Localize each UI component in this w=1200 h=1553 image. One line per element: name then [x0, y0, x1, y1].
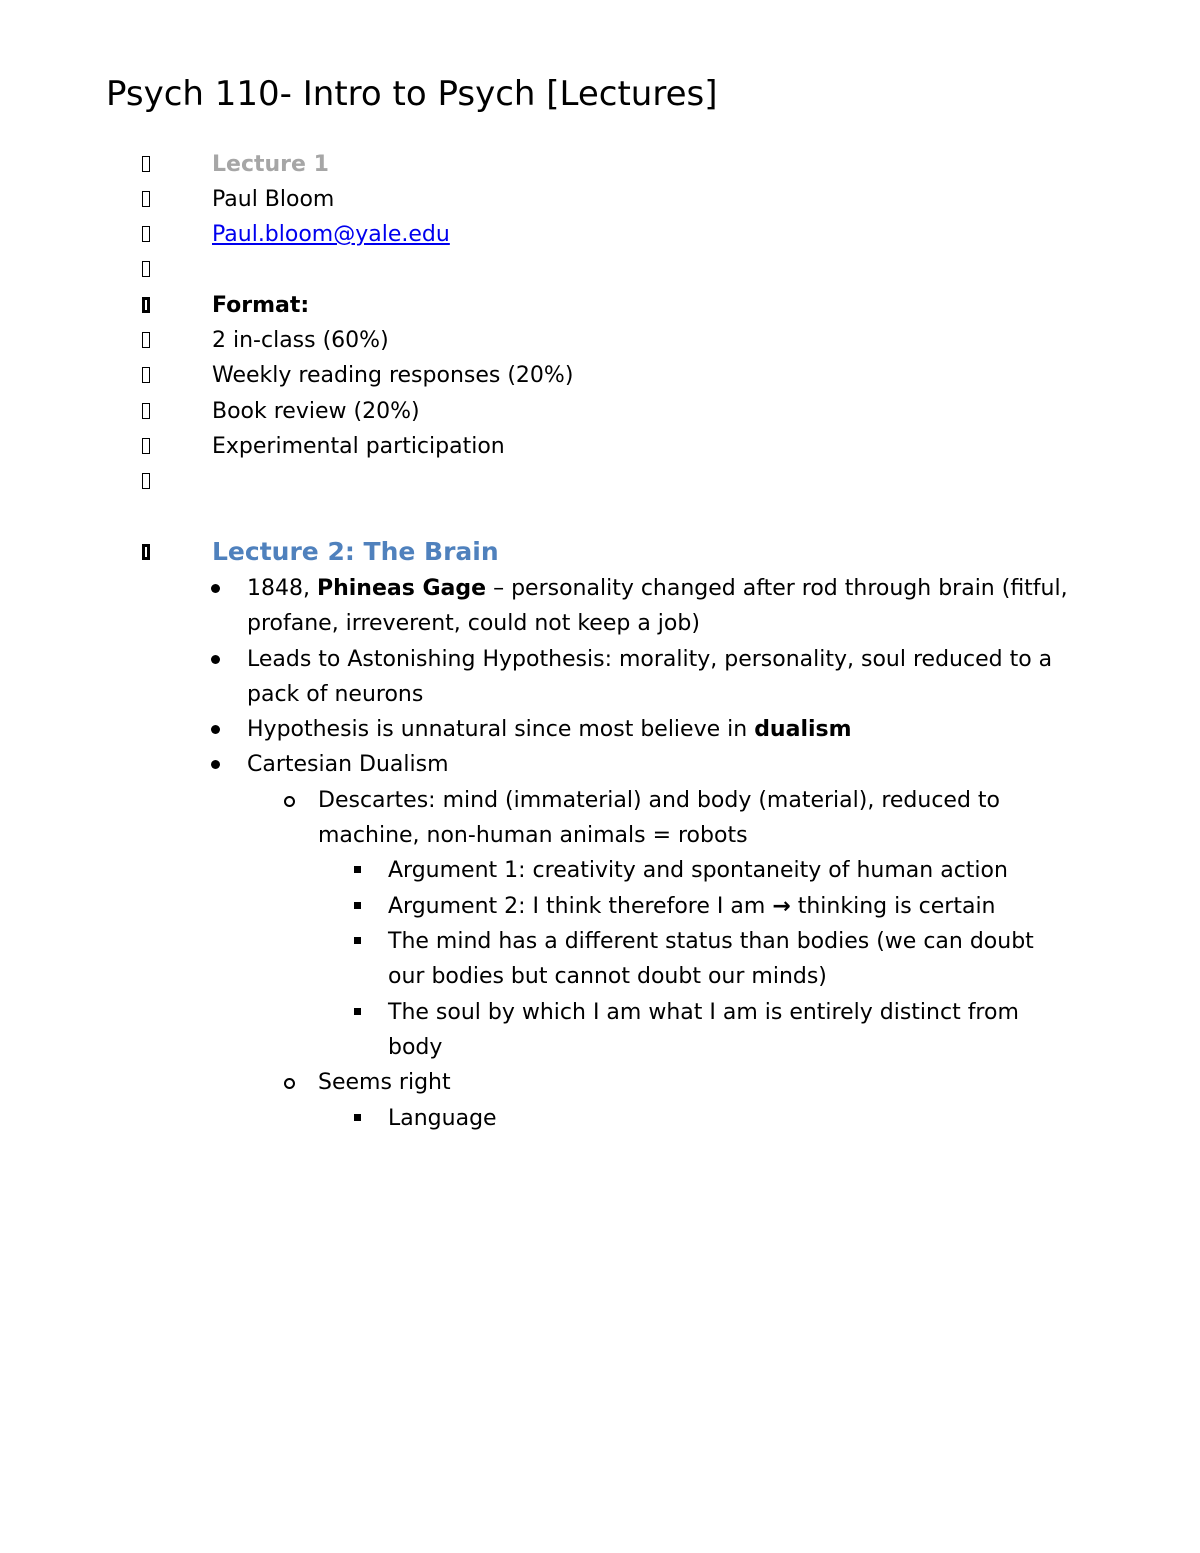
seems-right-text: Seems right [318, 1070, 451, 1095]
list-item [388, 1101, 1078, 1136]
missing-glyph-icon [142, 403, 150, 419]
list-item [0, 535, 1200, 570]
bullet-circle-icon [284, 1078, 295, 1089]
list-item [318, 1065, 1078, 1100]
missing-glyph-icon [142, 438, 150, 454]
list-item [0, 467, 1200, 502]
bullet-disc-icon [211, 725, 220, 734]
argument-1-text: Argument 1: creativity and spontaneity of human action [388, 858, 1008, 883]
instructor-email-link[interactable]: Paul.bloom@yale.edu [212, 222, 450, 247]
bullet-square-icon [354, 1114, 361, 1121]
list-item [388, 889, 1078, 924]
list-item [0, 150, 1200, 185]
bullet-disc-icon [211, 655, 220, 664]
lecture-1-label: Lecture 1 [212, 152, 329, 177]
list-item [247, 571, 1077, 642]
missing-glyph-icon [142, 473, 150, 489]
list-item [388, 995, 1038, 1066]
year-text: 1848, [247, 576, 310, 601]
list-item [0, 255, 1200, 290]
bullet-circle-icon [284, 796, 295, 807]
right-arrow-icon: → [772, 894, 791, 919]
soul-distinct-text: The soul by which I am what I am is entirely distinct from body [388, 1000, 1019, 1061]
format-label: Format: [212, 293, 310, 318]
argument-2-conclusion: thinking is certain [797, 894, 996, 919]
list-item [0, 432, 1200, 467]
list-item [318, 783, 1078, 854]
hypothesis-text: Leads to Astonishing Hypothesis: morality, personality, soul reduced to a pack of neurons [247, 647, 1053, 708]
list-item [0, 220, 1200, 255]
list-item [388, 924, 1038, 995]
descartes-text: Descartes: mind (immaterial) and body (material), reduced to machine, non-human animals = robots [318, 788, 1000, 849]
lecture-2-heading: Lecture 2: The Brain [212, 537, 499, 566]
missing-glyph-icon [142, 297, 150, 313]
list-item [388, 853, 1078, 888]
bullet-square-icon [354, 866, 361, 873]
list-item [247, 747, 1077, 782]
list-item [0, 291, 1200, 326]
missing-glyph-icon [142, 261, 150, 277]
format-item: Weekly reading responses (20%) [212, 363, 574, 388]
mind-status-text: The mind has a different status than bodies (we can doubt our bodies but cannot doubt our minds) [388, 929, 1034, 990]
list-item [247, 712, 1077, 747]
phineas-gage-term: Phineas Gage [316, 576, 487, 601]
missing-glyph-icon [142, 544, 150, 560]
missing-glyph-icon [142, 226, 150, 242]
bullet-disc-icon [211, 584, 220, 593]
format-item: Experimental participation [212, 434, 505, 459]
list-item [0, 185, 1200, 220]
list-item [0, 326, 1200, 361]
dualism-term: dualism [754, 717, 852, 742]
bullet-square-icon [354, 1008, 361, 1015]
list-item [0, 397, 1200, 432]
format-item: Book review (20%) [212, 399, 420, 424]
cartesian-dualism-text: Cartesian Dualism [247, 752, 449, 777]
format-item: 2 in-class (60%) [212, 328, 389, 353]
bullet-square-icon [354, 902, 361, 909]
language-text: Language [388, 1106, 497, 1131]
gage-description: – personality changed after rod through brain (fitful, profane, irreverent, could not keep a job) [247, 576, 1068, 637]
bullet-disc-icon [211, 760, 220, 769]
list-item [0, 361, 1200, 396]
missing-glyph-icon [142, 156, 150, 172]
dualism-sentence: Hypothesis is unnatural since most believe in [247, 717, 748, 742]
instructor-name: Paul Bloom [212, 187, 335, 212]
missing-glyph-icon [142, 191, 150, 207]
argument-2-text: Argument 2: I think therefore I am [388, 894, 766, 919]
bullet-square-icon [354, 937, 361, 944]
missing-glyph-icon [142, 332, 150, 348]
missing-glyph-icon [142, 367, 150, 383]
document-title: Psych 110- Intro to Psych [Lectures] [106, 74, 718, 114]
list-item [247, 642, 1077, 713]
